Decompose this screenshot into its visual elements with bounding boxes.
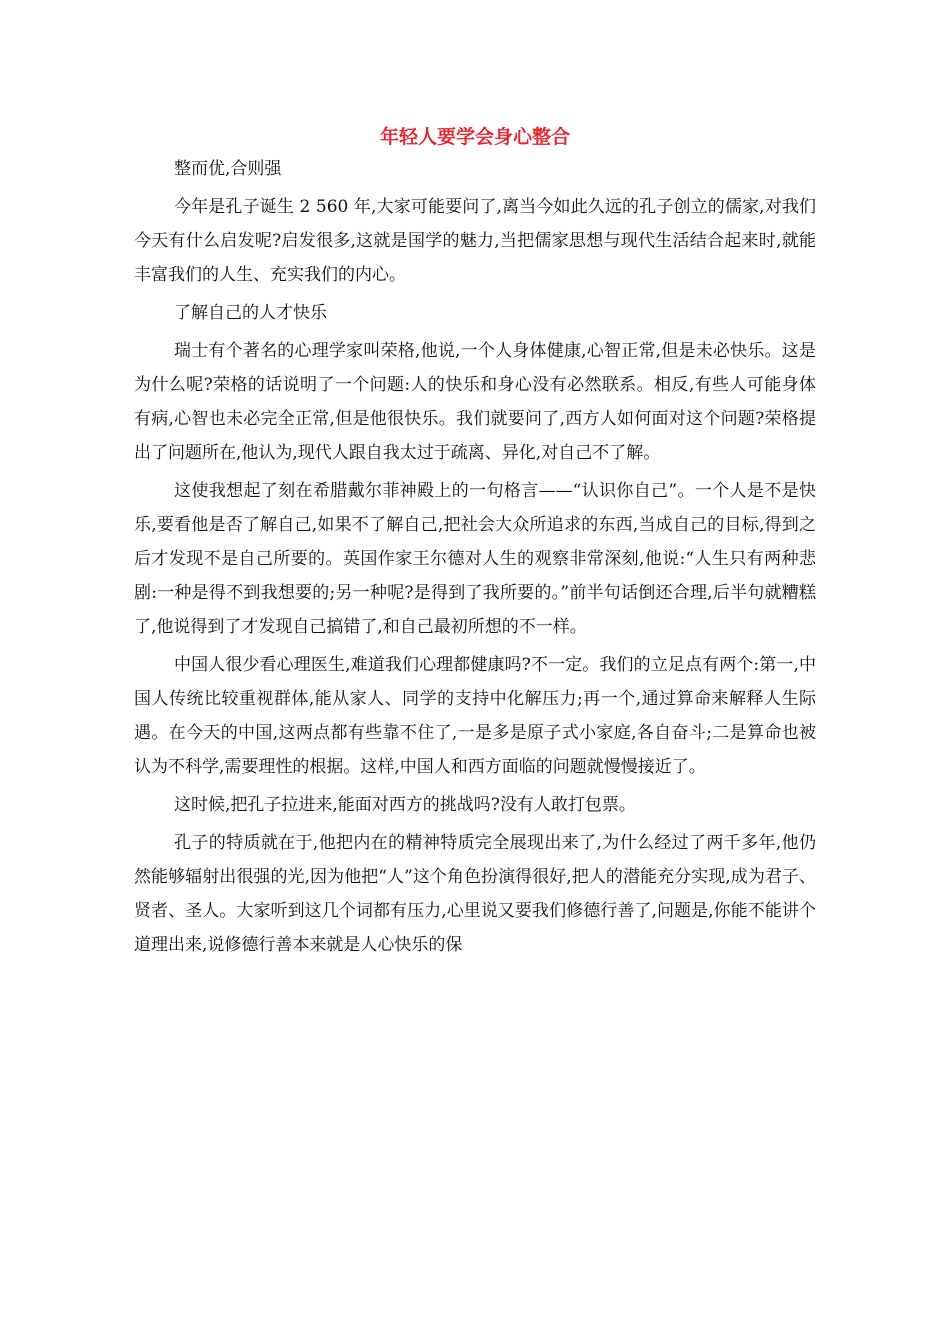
paragraph-subtitle-1: 整而优,合则强 [174,159,282,179]
paragraph-6: 孔子的特质就在于,他把内在的精神特质完全展现出来了,为什么经过了两千多年,他仍然能够辐射出很强的光,因为他把“人”这个角色扮演得很好,把人的潜能充分实现,成为君子、贤者、圣人。大家听到这几个词都有压力,心里说又要我们修德行善了,问题是,你能不能讲个道理出来,说修德行善本来就是人心快乐的保 [134,833,816,955]
document-page [134,118,816,962]
document-title: 年轻人要学会身心整合 [379,126,570,148]
paragraph-5: 这时候,把孔子拉进来,能面对西方的挑战吗?没有人敢打包票。 [174,795,636,815]
paragraph-2: 瑞士有个著名的心理学家叫荣格,他说,一个人身体健康,心智正常,但是未必快乐。这是为什么呢?荣格的话说明了一个问题:人的快乐和身心没有必然联系。相反,有些人可能身体有病,心智也未必完全正常,但是他很快乐。我们就要问了,西方人如何面对这个问题?荣格提出了问题所在,他认为,现代人跟自我太过于疏离、异化,对自己不了解。 [134,341,816,463]
paragraph-1: 今年是孔子诞生 2 560 年,大家可能要问了,离当今如此久远的孔子创立的儒家,对我们今天有什么启发呢?启发很多,这就是国学的魅力,当把儒家思想与现代生活结合起来时,就能丰富我们的人生、充实我们的内心。 [134,197,816,285]
paragraph-4: 中国人很少看心理医生,难道我们心理都健康吗?不一定。我们的立足点有两个:第一,中国人传统比较重视群体,能从家人、同学的支持中化解压力;再一个,通过算命来解释人生际遇。在今天的中国,这两点都有些靠不住了,一是多是原子式小家庭,各自奋斗;二是算命也被认为不科学,需要理性的根据。这样,中国人和西方面临的问题就慢慢接近了。 [134,655,816,777]
paragraph-subtitle-2: 了解自己的人才快乐 [174,303,327,323]
paragraph-3: 这使我想起了刻在希腊戴尔菲神殿上的一句格言——“认识你自己”。一个人是不是快乐,要看他是否了解自己,如果不了解自己,把社会大众所追求的东西,当成自己的目标,得到之后才发现不是自己所要的。英国作家王尔德对人生的观察非常深刻,他说:“人生只有两种悲剧:一种是得不到我想要的;另一种呢?是得到了我所要的。”前半句话倒还合理,后半句就糟糕了,他说得到了才发现自己搞错了,和自己最初所想的不一样。 [134,481,816,637]
